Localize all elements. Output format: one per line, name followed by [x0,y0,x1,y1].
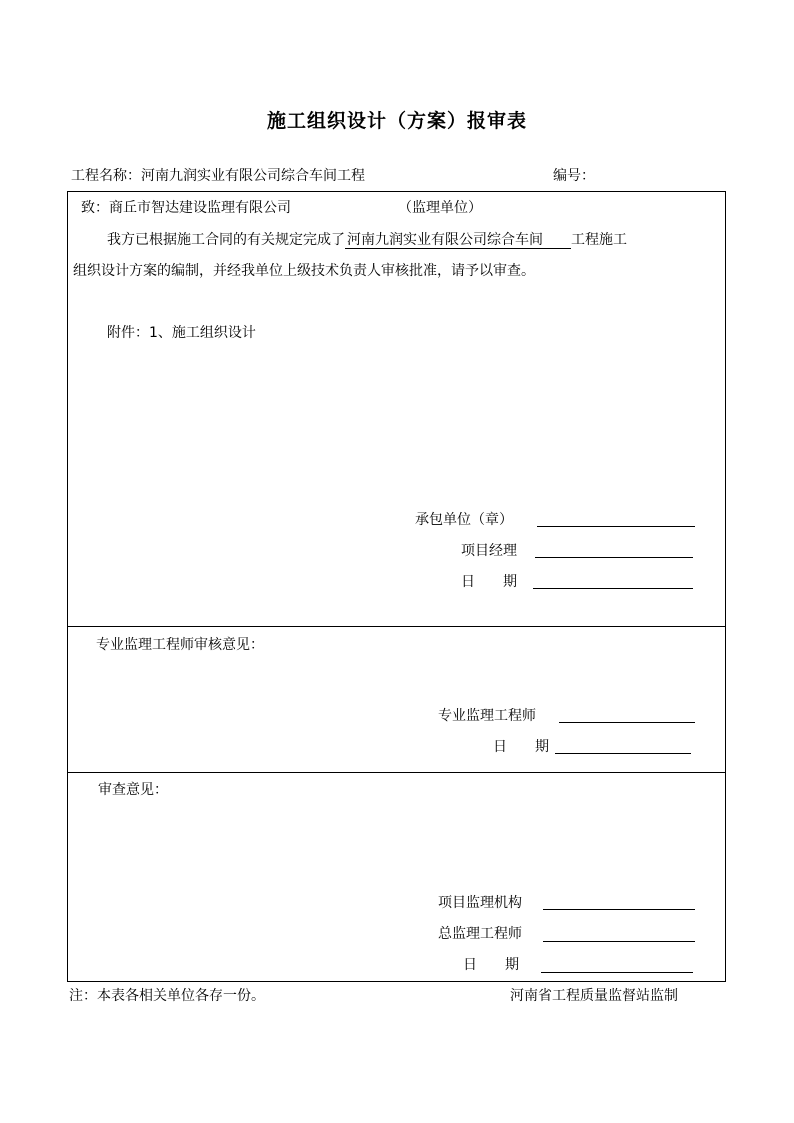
supervision-org-line[interactable] [543,909,695,910]
project-manager-signature-line[interactable] [535,557,693,558]
contractor-signature-line[interactable] [537,526,695,527]
footer-note: 注：本表各相关单位各存一份。 [69,988,265,1004]
engineer-review-section [67,626,726,773]
to-label: 致： [81,200,109,216]
supervision-unit-type: （监理单位） [398,200,482,216]
body-line-2: 组织设计方案的编制，并经我单位上级技术负责人审核批准，请予以审查。 [73,263,535,279]
review-date-line[interactable] [541,972,693,973]
contractor-label: 承包单位（章） [415,512,513,528]
body-project-name: 河南九润实业有限公司综合车间 [345,232,571,249]
footer-issuer: 河南省工程质量监督站监制 [510,988,678,1004]
form-number-label: 编号： [553,168,595,184]
engineer-date-label: 日 期 [493,739,549,755]
form-title: 施工组织设计（方案）报审表 [266,110,527,132]
supervision-unit-name: 商丘市智达建设监理有限公司 [109,200,291,216]
date-line[interactable] [533,588,693,589]
body-prefix: 我方已根据施工合同的有关规定完成了 [107,232,345,248]
project-name-value: 河南九润实业有限公司综合车间工程 [141,168,365,184]
project-name-label: 工程名称： [71,168,141,184]
date-label: 日 期 [461,574,517,590]
project-manager-label: 项目经理 [461,543,517,559]
review-opinion-heading: 审查意见： [98,782,168,798]
chief-engineer-label: 总监理工程师 [438,926,522,942]
chief-engineer-signature-line[interactable] [543,941,695,942]
attachment-line: 附件：1、施工组织设计 [107,325,256,341]
supervision-org-label: 项目监理机构 [438,895,522,911]
engineer-signature-line[interactable] [559,722,695,723]
engineer-label: 专业监理工程师 [438,708,536,724]
submission-section [67,191,726,627]
body-suffix: 工程施工 [571,232,627,248]
review-date-label: 日 期 [463,957,519,973]
engineer-date-line[interactable] [555,753,691,754]
engineer-review-heading: 专业监理工程师审核意见： [96,637,264,653]
body-line-1 [107,229,627,249]
review-opinion-section [67,772,726,982]
addressee-line [81,197,291,217]
project-name-row [71,165,365,185]
